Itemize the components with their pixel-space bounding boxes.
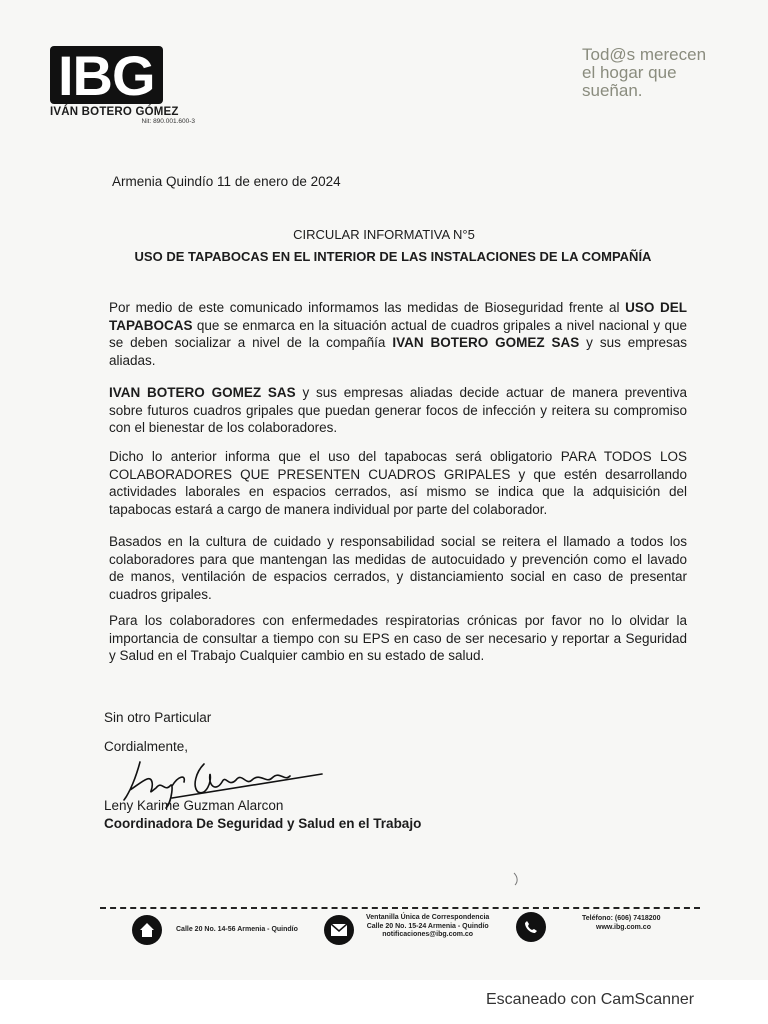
logo-company-name: IVÁN BOTERO GÓMEZ	[50, 106, 179, 118]
company-logo	[50, 46, 200, 125]
paragraph-4	[109, 533, 687, 603]
footer-web: www.ibg.com.co	[596, 923, 651, 931]
letter-title: CIRCULAR INFORMATIVA N°5	[293, 227, 475, 242]
text-run: Para los colaboradores con enfermedades respiratorias crónicas por favor no lo olvidar la importancia de consultar a tiempo con su EPS en caso de ser necesario y reportar a Seguridad y Salud en el Trabajo Cualquier cambio en su estado de salud.	[109, 613, 687, 663]
slogan-line: sueñan.	[582, 81, 643, 100]
closing-salutation: Cordialmente,	[104, 739, 189, 754]
home-icon	[132, 915, 162, 945]
footer-correspondence	[366, 914, 489, 940]
slogan-line: el hogar que	[582, 63, 677, 82]
text-run: y sus empresas aliadas.	[109, 335, 688, 368]
paragraph-3	[109, 448, 687, 518]
bold-text: IVAN BOTERO GOMEZ SAS	[109, 385, 296, 400]
camscanner-watermark: Escaneado con CamScanner	[486, 991, 695, 1008]
signer-name: Leny Karime Guzman Alarcon	[104, 798, 284, 813]
footer-contact	[582, 915, 660, 932]
footer-address: Calle 20 No. 14-56 Armenia - Quindío	[176, 926, 298, 933]
slogan	[582, 46, 722, 100]
closing-line: Sin otro Particular	[104, 710, 212, 725]
paragraph-2	[109, 384, 687, 437]
footer-divider	[100, 907, 700, 909]
text-run: Por medio de este comunicado informamos las medidas de Bioseguridad frente al	[109, 300, 626, 315]
footer-correspondence-line: Calle 20 No. 15-24 Armenia - Quindío	[366, 922, 489, 930]
paragraph-1	[109, 299, 687, 369]
bold-text: USO DEL TAPABOCAS	[109, 300, 687, 333]
footer-correspondence-line: notificaciones@ibg.com.co	[382, 931, 474, 938]
scan-mark	[512, 872, 520, 886]
text-run: y sus empresas aliadas decide actuar de manera preventiva sobre futuros cuadros gripales que puedan generar focos de infección y reitera su compromiso con el bienestar de los colaboradores.	[109, 385, 688, 435]
logo-nit: Nit: 890.001.600-3	[141, 118, 195, 125]
envelope-icon	[324, 915, 354, 945]
signer-role: Coordinadora De Seguridad y Salud en el Trabajo	[104, 816, 422, 831]
paragraph-5	[109, 612, 687, 665]
logo-mark: IBG	[50, 46, 163, 104]
slogan-line: Tod@s merecen	[582, 45, 707, 64]
letter-subject: USO DE TAPABOCAS EN EL INTERIOR DE LAS INSTALACIONES DE LA COMPAÑÍA	[134, 249, 652, 264]
text-run: que se enmarca en la situación actual de cuadros gripales a nivel nacional y que se deben socializar a nivel de la compañía	[109, 317, 687, 350]
phone-icon	[516, 912, 546, 942]
footer-correspondence-line: Ventanilla Única de Correspondencia	[366, 914, 490, 921]
text-run: Basados en la cultura de cuidado y responsabilidad social se reitera el llamado a todos los colaboradores para que mantengan las medidas de autocuidado y prevención como el lavado de manos, ventilación de espacios cerrados, y distanciamiento social en caso de presentar cuadros gripales.	[109, 534, 687, 602]
bold-text: IVAN BOTERO GOMEZ SAS	[392, 335, 580, 350]
letter-date: Armenia Quindío 11 de enero de 2024	[112, 174, 341, 189]
footer-phone: Teléfono: (606) 7418200	[582, 915, 661, 922]
text-run: Dicho lo anterior informa que el uso del tapabocas será obligatorio PARA TODOS LOS COLABORADORES QUE PRESENTEN CUADROS GRIPALES y que estén desarrollando actividades laborales en espacios cerrados, así mismo se indica que la adquisición del tapabocas estará a cargo de manera individual por parte del colaborador.	[109, 449, 687, 517]
